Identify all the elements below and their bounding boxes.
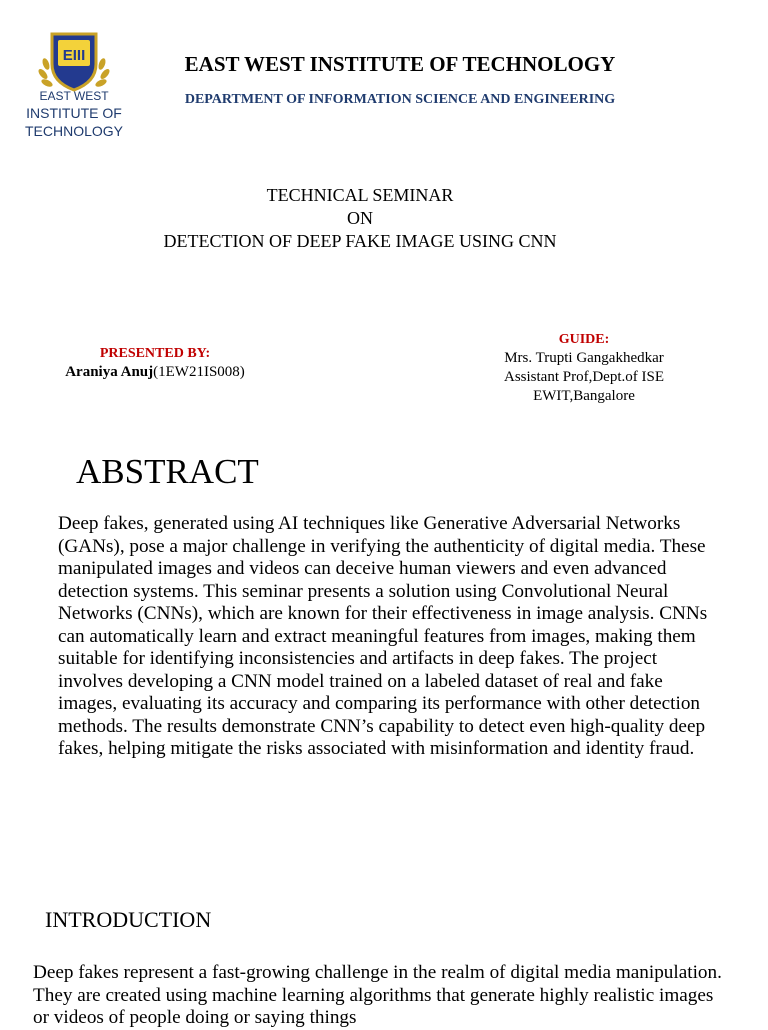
introduction-heading: INTRODUCTION	[45, 907, 212, 932]
seminar-line-2: ON	[347, 208, 373, 228]
guide-block	[460, 330, 708, 406]
institute-title: EAST WEST INSTITUTE OF TECHNOLOGY	[184, 52, 616, 76]
abstract-body: Deep fakes, generated using AI techniques like Generative Adversarial Networks (GANs), pose a major challenge in verifying the authenticity of digital media. These manipulated images and videos can deceive human viewers and even advanced detection systems. This seminar presents a solution using Convolutional Neural Networks (CNNs), which are known for their effectiveness in image analysis. CNNs can automatically learn and extract meaningful features from images, making them suitable for identifying inconsistencies and artifacts in deep fakes. The project involves developing a CNN model trained on a labeled dataset of real and fake images, evaluating its accuracy and comparing its performance with other detection methods. The results demonstrate CNN’s capability to detect even high-quality deep fakes, helping mitigate the risks associated with misinformation and identity fraud.	[58, 513, 708, 759]
abstract-heading: ABSTRACT	[76, 452, 259, 491]
logo-mark: EIII	[62, 47, 86, 64]
presented-by-label: PRESENTED BY:	[99, 346, 211, 361]
seminar-line-1: TECHNICAL SEMINAR	[266, 185, 454, 205]
logo-line-1: EAST WEST	[39, 89, 109, 103]
department-title: DEPARTMENT OF INFORMATION SCIENCE AND ENGINEERING	[184, 92, 616, 107]
presenter-usn: (1EW21IS008)	[153, 364, 245, 380]
institute-logo	[18, 26, 130, 146]
logo-line-3: TECHNOLOGY	[24, 123, 124, 139]
guide-title: Assistant Prof,Dept.of ISE	[504, 369, 664, 385]
seminar-title	[100, 184, 620, 253]
presenter-block	[40, 345, 270, 381]
logo-line-2: INSTITUTE OF	[26, 105, 122, 121]
guide-name: Mrs. Trupti Gangakhedkar	[504, 350, 664, 366]
introduction-body: Deep fakes represent a fast-growing challenge in the realm of digital media manipulation. They are created using machine learning algorithms that generate highly realistic images or videos of people doing or saying things	[33, 962, 722, 1028]
seminar-line-3: DETECTION OF DEEP FAKE IMAGE USING CNN	[163, 231, 557, 251]
presenter-name: Araniya Anuj	[65, 364, 154, 380]
guide-place: EWIT,Bangalore	[533, 388, 635, 404]
guide-label: GUIDE:	[558, 332, 610, 347]
